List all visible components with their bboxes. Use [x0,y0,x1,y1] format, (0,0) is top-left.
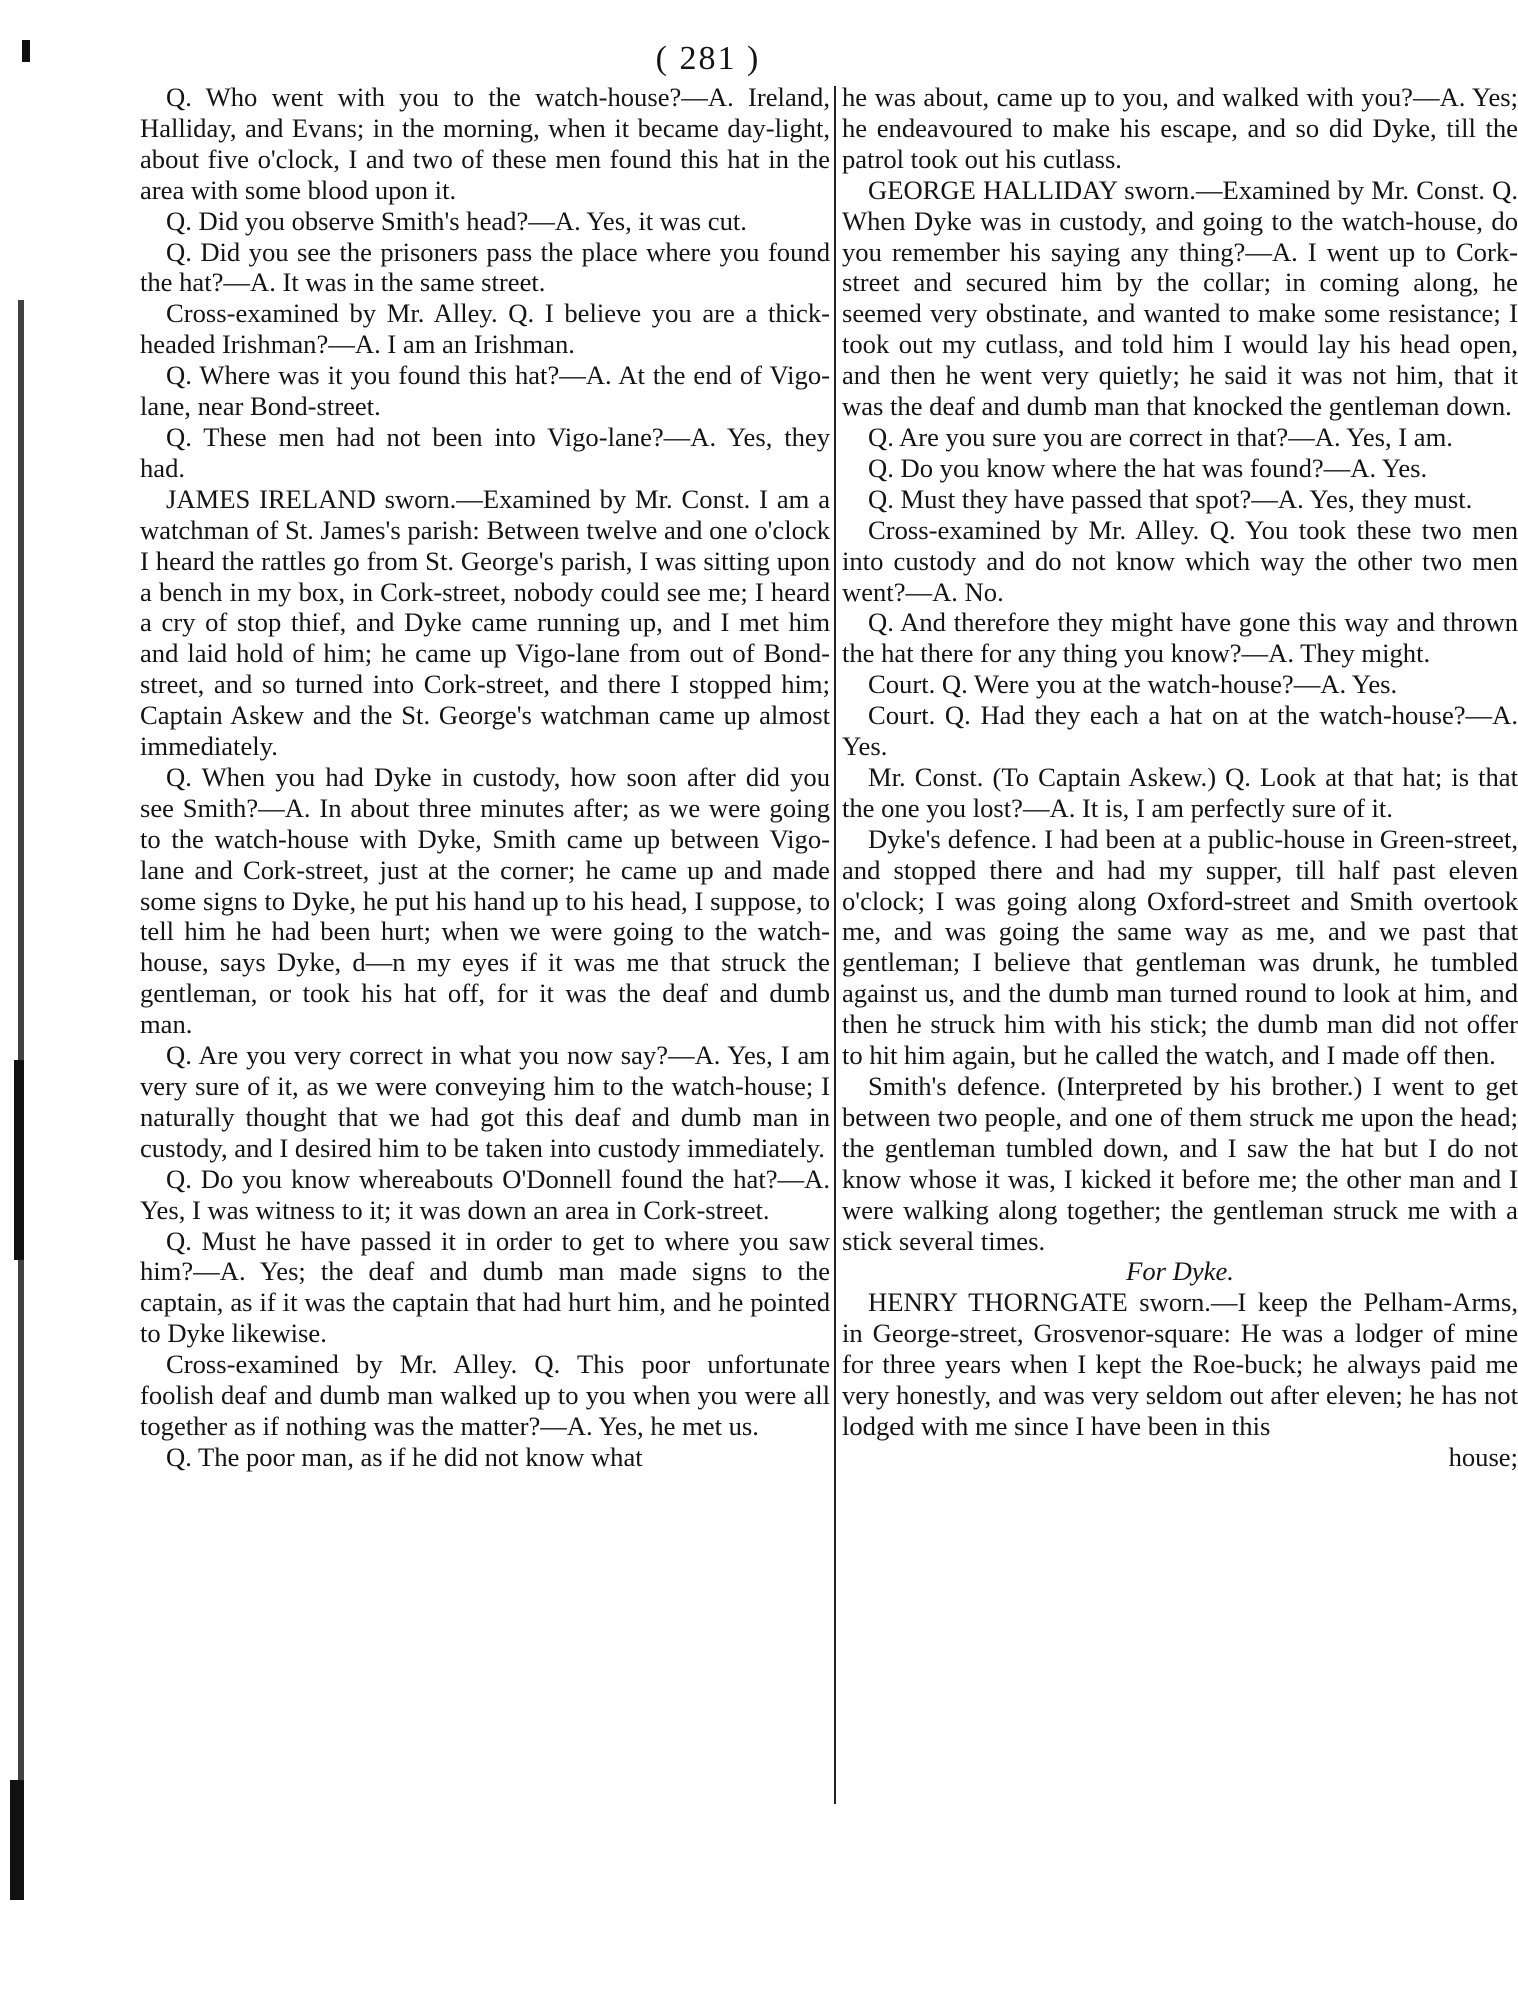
paragraph: Q. Where was it you found this hat?—A. At the end of Vigo-lane, near Bond-street. [140,360,830,422]
paragraph: Q. Are you very correct in what you now say?—A. Yes, I am very sure of it, as we were conveying him to the watch-house; I naturally thought that we had got this deaf and dumb man in custody, and I desired him to be taken into custody immediately. [140,1040,830,1163]
paragraph: Court. Q. Had they each a hat on at the watch-house?—A. Yes. [842,700,1518,762]
paragraph: Q. When you had Dyke in custody, how soon after did you see Smith?—A. In about three minutes after; as we were going to the watch-house with Dyke, Smith came up between Vigo-lane and Cork-street, just at the corner; he came up and made some signs to Dyke, he put his hand up to his head, I suppose, to tell him he had been hurt; when we were going to the watch-house, says Dyke, d—n my eyes if it was me that struck the gentleman, or took his hat off, for it was the deaf and dumb man. [140,761,830,1040]
paragraph: Q. Did you see the prisoners pass the place where you found the hat?—A. It was in the same street. [140,236,830,298]
column-divider [834,86,836,1804]
paragraph: Q. Do you know where the hat was found?—A. Yes. [868,452,1428,483]
left-column [140,82,830,1473]
paragraph: JAMES IRELAND sworn.—Examined by Mr. Const. I am a watchman of St. James's parish: Between twelve and one o'clock I heard the rattles go from St. George's parish, I was sitting upon a bench in my box, in Cork-street, nobody could see me; I heard a cry of stop thief, and Dyke came running up, and I met him and laid hold of him; he came up Vigo-lane from out of Bond-street, and so turned into Cork-street, and there I stopped him; Captain Askew and the St. George's watchman came up almost immediately. [140,483,830,762]
margin-strip [0,0,44,2000]
paragraph: HENRY THORNGATE sworn.—I keep the Pelham-Arms, in George-street, Grosvenor-square: He was a lodger of mine for three years when I kept the Roe-buck; he always paid me very honestly, and was very seldom out after eleven; he has not lodged with me since I have been in this [842,1287,1518,1441]
paragraph: Q. Are you sure you are correct in that?—A. Yes, I am. [868,421,1453,452]
paragraph: Q. The poor man, as if he did not know what [166,1441,643,1472]
paragraph: Q. Do you know whereabouts O'Donnell found the hat?—A. Yes, I was witness to it; it was down an area in Cork-street. [140,1163,830,1225]
paragraph: Q. Who went with you to the watch-house?—A. Ireland, Halliday, and Evans; in the morning, when it became day-light, about five o'clock, I and two of these men found this hat in the area with some blood upon it. [140,82,830,205]
paragraph: Cross-examined by Mr. Alley. Q. You took these two men into custody and do not know which way the other two men went?—A. No. [842,514,1518,607]
paragraph: Cross-examined by Mr. Alley. Q. This poor unfortunate foolish deaf and dumb man walked up to you when you were all together as if nothing was the matter?—A. Yes, he met us. [140,1349,830,1441]
paragraph: Cross-examined by Mr. Alley. Q. I believe you are a thick-headed Irishman?—A. I am an Irishman. [140,298,830,360]
catchword: house; [1448,1441,1518,1472]
paragraph: Dyke's defence. I had been at a public-house in Green-street, and stopped there and had my supper, till half past eleven o'clock; I was going along Oxford-street and Smith overtook me, and was going the same way as me, and we past that gentleman; I believe that gentleman was drunk, he tumbled against us, and the dumb man turned round to look at him, and then he struck him with his stick; the dumb man did not offer to hit him again, but he called the watch, and I made off then. [842,823,1518,1071]
paragraph: Q. Did you observe Smith's head?—A. Yes, it was cut. [166,205,747,236]
paragraph: he was about, came up to you, and walked with you?—A. Yes; he endeavoured to make his escape, and so did Dyke, till the patrol took out his cutlass. [842,82,1518,174]
paragraph: Q. Must they have passed that spot?—A. Yes, they must. [868,483,1473,514]
section-heading: For Dyke. [1126,1256,1234,1287]
paragraph: Mr. Const. (To Captain Askew.) Q. Look at that hat; is that the one you lost?—A. It is, I am perfectly sure of it. [842,761,1518,823]
paragraph: Smith's defence. (Interpreted by his brother.) I went to get between two people, and one of them struck me upon the head; the gentleman tumbled down, and I saw the hat but I do not know whose it was, I kicked it before me; the other man and I were walking along together; the gentleman struck me with a stick several times. [842,1071,1518,1256]
paragraph: Q. These men had not been into Vigo-lane?—A. Yes, they had. [140,421,830,483]
page-number: ( 281 ) [655,40,761,77]
paragraph: GEORGE HALLIDAY sworn.—Examined by Mr. Const. Q. When Dyke was in custody, and going to the watch-house, do you remember his saying any thing?—A. I went up to Cork-street and secured him by the collar; in coming along, he seemed very obstinate, and wanted to make some resistance; I took out my cutlass, and told him I would lay his head open, and then he went very quietly; he said it was not him, that it was the deaf and dumb man that knocked the gentleman down. [842,174,1518,422]
paragraph: Q. Must he have passed it in order to get to where you saw him?—A. Yes; the deaf and dumb man made signs to the captain, as if it was the captain that had hurt him, and he pointed to Dyke likewise. [140,1225,830,1349]
paragraph: Q. And therefore they might have gone this way and thrown the hat there for any thing you know?—A. They might. [842,607,1518,669]
right-column [842,82,1518,1473]
paragraph: Court. Q. Were you at the watch-house?—A. Yes. [868,669,1398,700]
